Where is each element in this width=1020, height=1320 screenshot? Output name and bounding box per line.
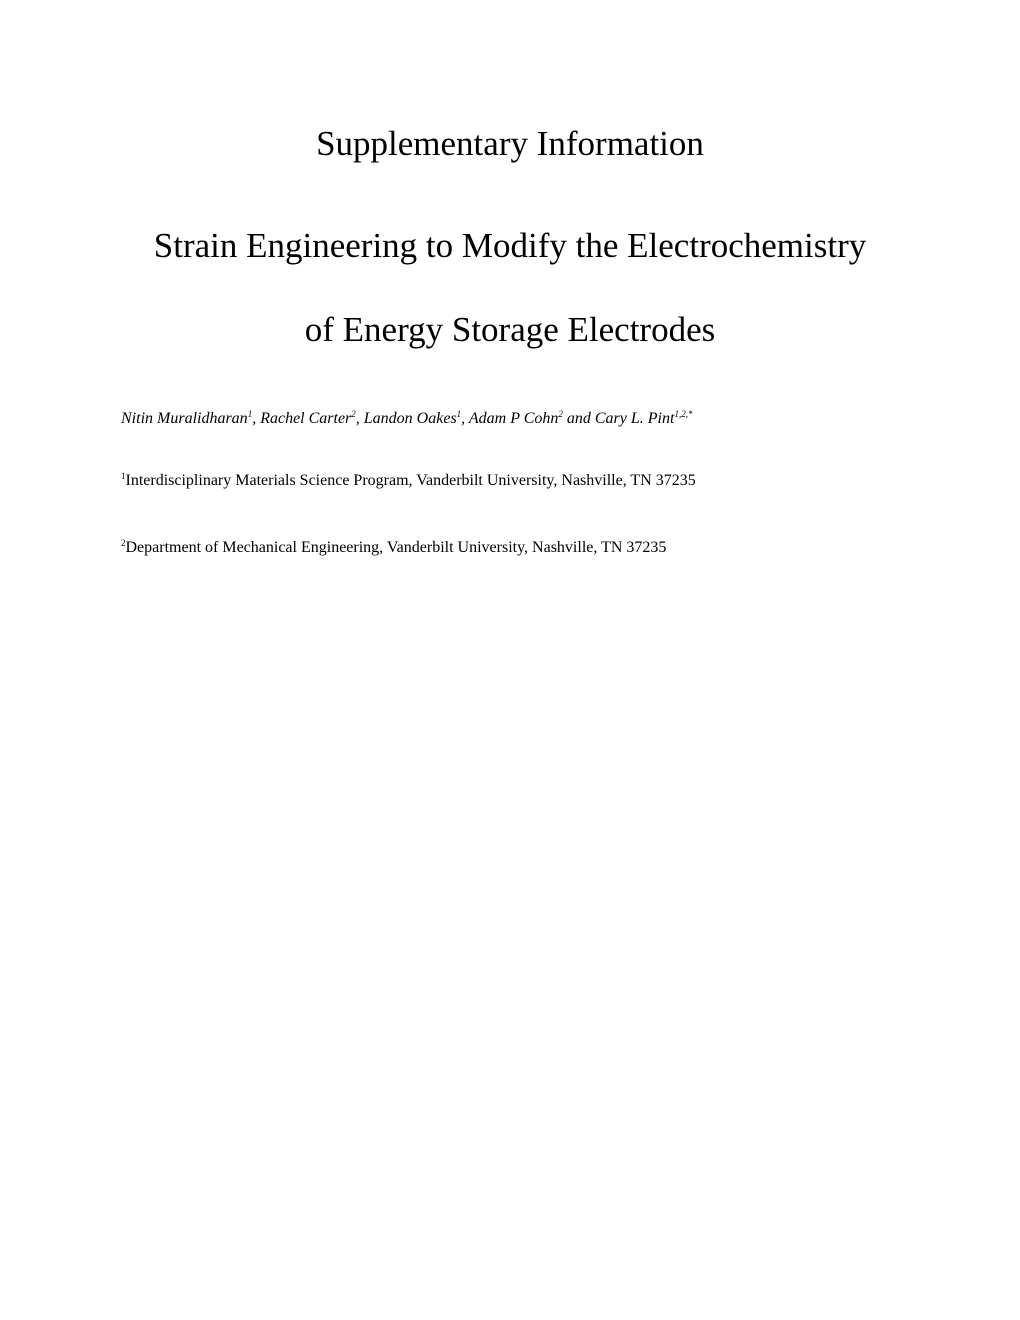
author-separator: and: [562, 410, 595, 427]
affiliation-1: [121, 471, 696, 491]
author-separator: ,: [252, 410, 261, 427]
author-affiliation-mark: 1: [456, 409, 462, 419]
author-affiliation-mark: 1,2,*: [674, 409, 693, 419]
author-name: Landon Oakes: [363, 410, 457, 427]
paper-title-line-2: of Energy Storage Electrodes: [304, 310, 716, 349]
author-separator: ,: [461, 410, 469, 427]
author-affiliation-mark: 1: [247, 409, 253, 419]
author-list: [121, 409, 692, 429]
affiliation-text: Department of Mechanical Engineering, Vanderbilt University, Nashville, TN 37235: [125, 539, 667, 556]
author-name: Adam P Cohn: [468, 410, 559, 427]
author-name: Cary L. Pint: [594, 410, 675, 427]
affiliation-text: Interdisciplinary Materials Science Program, Vanderbilt University, Nashville, TN 37235: [125, 472, 696, 489]
author-separator: ,: [355, 410, 364, 427]
affiliation-mark: 2: [121, 538, 126, 548]
author-affiliation-mark: 2: [558, 409, 563, 419]
supplementary-heading: Supplementary Information: [316, 124, 704, 163]
author-affiliation-mark: 2: [351, 409, 356, 419]
affiliation-mark: 1: [121, 471, 126, 481]
author-name: Rachel Carter: [260, 410, 352, 427]
paper-title-line-1: Strain Engineering to Modify the Electrochemistry: [153, 226, 867, 265]
author-name: Nitin Muralidharan: [121, 410, 248, 427]
affiliation-2: [121, 538, 666, 558]
